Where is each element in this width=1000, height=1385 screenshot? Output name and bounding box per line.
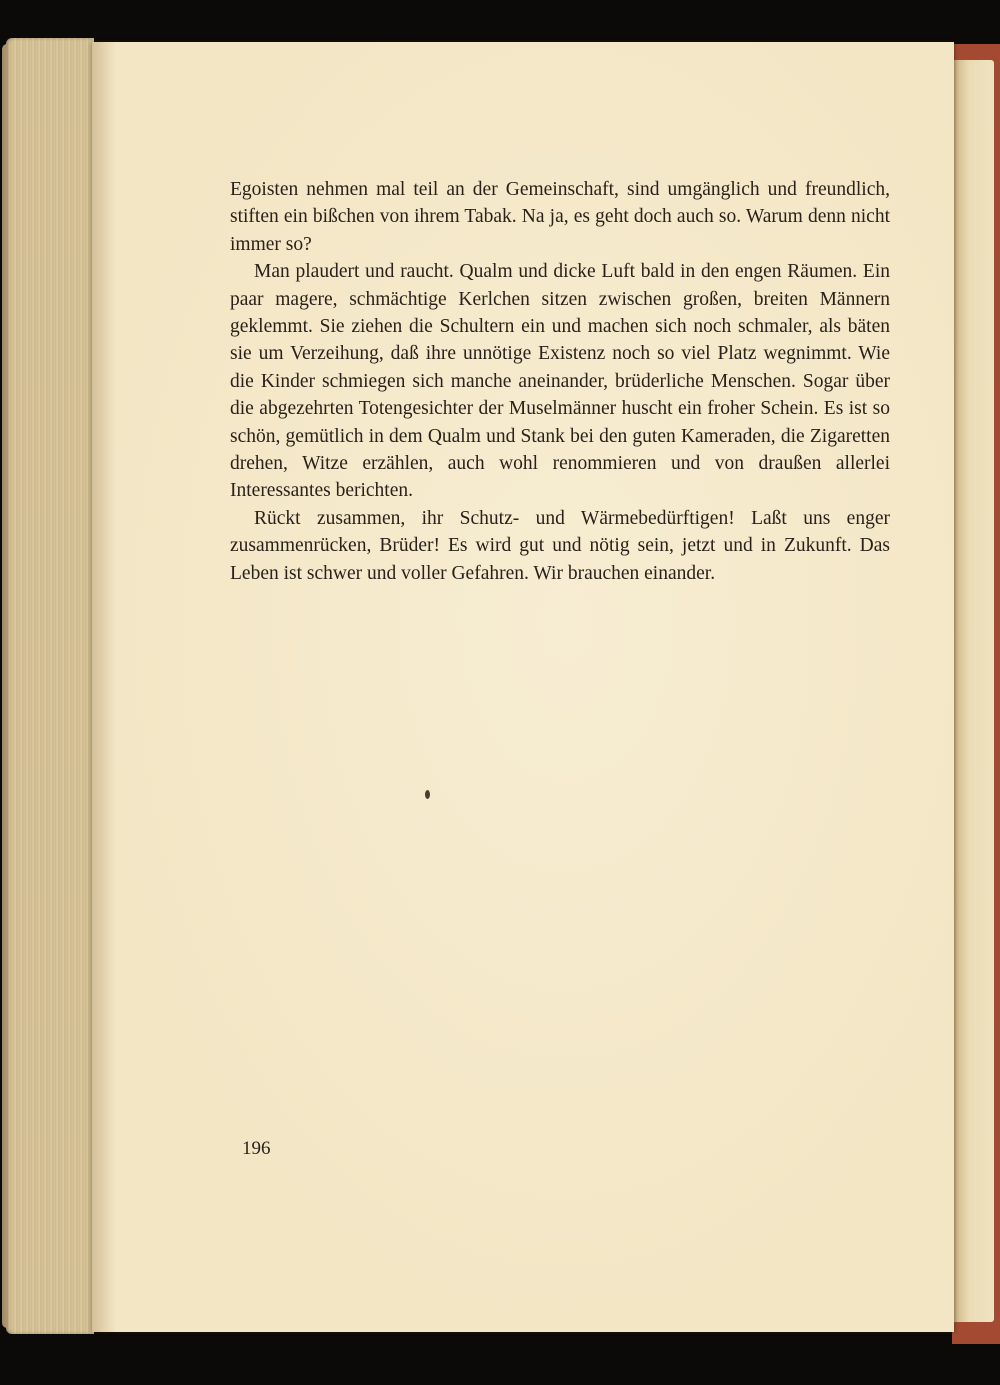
ink-speck bbox=[425, 790, 430, 799]
paragraph: Man plaudert und raucht. Qualm und dicke Luft bald in den engen Räumen. Ein paar magere, schmächtige Kerlchen sitzen zwischen großen, breiten Männern geklemmt. Sie ziehen die Schultern ein und machen sich noch schmaler, als bäten sie um Verzeihung, daß ihre unnötige Existenz noch so viel Platz wegnimmt. Wie die Kinder schmiegen sich manche aneinander, brüderliche Menschen. Sogar über die abgezehrten Totengesichter der Muselmänner huscht ein froher Schein. Es ist so schön, gemütlich in dem Qualm und Stank bei den guten Kameraden, die Zigaretten drehen, Witze erzählen, auch wohl renommieren und von draußen allerlei Interessantes berichten. bbox=[230, 261, 890, 502]
page-gutter-shadow bbox=[92, 42, 116, 1332]
body-text bbox=[230, 176, 890, 587]
book-page bbox=[92, 42, 954, 1332]
page-edges-stack bbox=[6, 38, 94, 1334]
paragraph: Rückt zusammen, ihr Schutz- und Wärmebedürftigen! Laßt uns enger zusammenrücken, Brüder! Es wird gut und nötig sein, jetzt und in Zukunft. Das Leben ist schwer und voller Gefahren. Wir brauchen einander. bbox=[230, 507, 890, 584]
page-number: 196 bbox=[242, 1138, 271, 1159]
paragraph: Egoisten nehmen mal teil an der Gemeinschaft, sind umgänglich und freundlich, stiften ein bißchen von ihrem Tabak. Na ja, es geht doch auch so. Warum denn nicht immer so? bbox=[230, 179, 890, 255]
facing-page-edge bbox=[952, 60, 994, 1322]
